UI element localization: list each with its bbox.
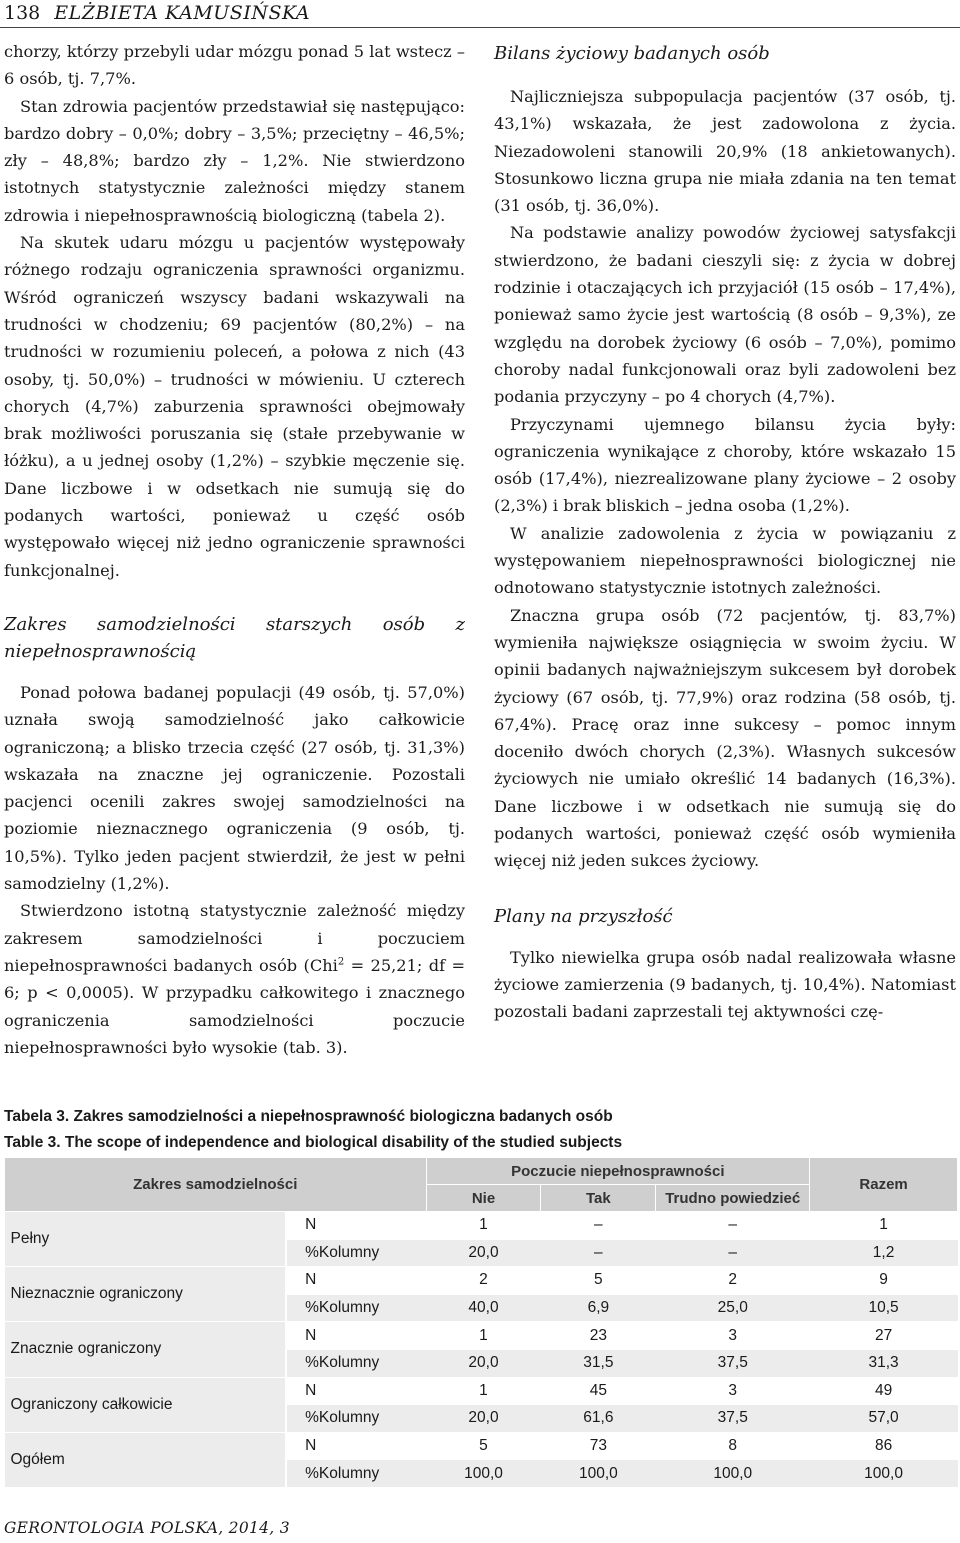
- row-label: Ograniczony całkowicie: [5, 1377, 287, 1432]
- journal-footer: GERONTOLOGIA POLSKA, 2014, 3: [4, 1519, 290, 1537]
- cell: 61,6: [541, 1405, 656, 1433]
- running-header: [4, 2, 310, 26]
- paragraph-part: Stwierdzono istotną statystycznie zależność między zakresem samodzielności i poczuciem niepełnosprawności badanych osób (Chi: [4, 901, 465, 975]
- cell: 86: [810, 1432, 958, 1460]
- cell: 100,0: [810, 1460, 958, 1488]
- cell: 5: [426, 1432, 541, 1460]
- measure-type: %Kolumny: [286, 1239, 426, 1267]
- cell: 100,0: [426, 1460, 541, 1488]
- cell: 1: [426, 1322, 541, 1350]
- measure-type: %Kolumny: [286, 1405, 426, 1433]
- cell: 57,0: [810, 1405, 958, 1433]
- cell: 10,5: [810, 1294, 958, 1322]
- paragraph: [4, 897, 465, 1061]
- cell: 31,5: [541, 1349, 656, 1377]
- paragraph: W analizie zadowolenia z życia w powiązaniu z występowaniem niepełnosprawności biologicznej nie odnotowano statystycznie istotnych zależności.: [494, 523, 956, 598]
- table-captions: [4, 1104, 622, 1156]
- measure-type: N: [286, 1212, 426, 1240]
- row-label: Pełny: [5, 1212, 287, 1267]
- cell: 100,0: [656, 1460, 810, 1488]
- cell: 1: [426, 1212, 541, 1240]
- measure-type: %Kolumny: [286, 1294, 426, 1322]
- page-number: 138: [4, 2, 41, 24]
- superscript: 2: [337, 956, 345, 968]
- cell: 20,0: [426, 1239, 541, 1267]
- paragraph: Stan zdrowia pacjentów przedstawiał się następująco: bardzo dobry – 0,0%; dobry – 3,5%; przeciętny – 46,5%; zły – 48,8%; bardzo zły – 1,2%. Nie stwierdzono istotnych statystycznie zależności między stanem zdrowia i niepełnosprawnością biologiczną (tabela 2).: [4, 96, 465, 225]
- paragraph: Ponad połowa badanej populacji (49 osób, tj. 57,0%) uznała swoją samodzielność jako całkowicie ograniczoną; a blisko trzecia część (27 osób, tj. 31,3%) wskazała na znaczne jej ograniczenie. Pozostali pacjenci ocenili zakres swojej samodzielności na poziomie nieznacznego ograniczenia (9 osób, tj. 10,5%). Tylko jeden pacjent stwierdził, że jest w pełni samodzielny (1,2%).: [4, 682, 465, 894]
- table-caption-pl: Tabela 3. Zakres samodzielności a niepełnosprawność biologiczna badanych osób: [4, 1108, 613, 1125]
- measure-type: N: [286, 1377, 426, 1405]
- header-group: Poczucie niepełnosprawności: [426, 1158, 810, 1185]
- header-rule: [0, 27, 960, 28]
- section-heading: Plany na przyszłość: [494, 905, 673, 927]
- cell: 2: [656, 1267, 810, 1295]
- measure-type: N: [286, 1432, 426, 1460]
- cell: 31,3: [810, 1349, 958, 1377]
- left-column: [4, 38, 465, 1061]
- cell: 6,9: [541, 1294, 656, 1322]
- cell: 45: [541, 1377, 656, 1405]
- section-heading: Zakres samodzielności starszych osób z niepełnosprawnością: [4, 613, 465, 662]
- paragraph: Na skutek udaru mózgu u pacjentów występowały różnego rodzaju ograniczenia sprawności organizmu. Wśród ograniczeń wszyscy badani wskazywali na trudności w chodzeniu; 69 pacjentów (80,2%) – na trudności w rozumieniu poleceń, a połowa z nich (43 osoby, tj. 50,0%) – trudności w mówieniu. U czterech chorych (4,7%) zaburzenia sprawności obejmowały brak możliwości poruszania się (stałe przebywanie w łóżku), a u jednej osoby (1,2%) – szybkie męczenie się. Dane liczbowe i w odsetkach nie sumują się do podanych wartości, ponieważ u część osób występowało więcej niż jedno ograniczenie sprawności funkcjonalnej.: [4, 233, 465, 580]
- cell: –: [541, 1239, 656, 1267]
- section-heading: Bilans życiowy badanych osób: [494, 43, 770, 64]
- cell: 73: [541, 1432, 656, 1460]
- table-row: [5, 1267, 958, 1295]
- cell: –: [541, 1212, 656, 1240]
- measure-type: %Kolumny: [286, 1460, 426, 1488]
- paragraph: Tylko niewielka grupa osób nadal realizowała własne życiowe zamierzenia (9 badanych, tj. 10,4%). Natomiast pozostali badani zaprzestali tej aktywności czę-: [494, 947, 956, 1022]
- table-row: [5, 1212, 958, 1240]
- cell: 49: [810, 1377, 958, 1405]
- cell: 3: [656, 1377, 810, 1405]
- cell: –: [656, 1239, 810, 1267]
- paragraph: Znaczna grupa osób (72 pacjentów, tj. 83,7%) wymieniła największe osiągnięcia w swoim życiu. W opinii badanych najważniejszym sukcesem był dorobek życiowy (67 osób, tj. 77,9%) oraz rodzina (58 osób, tj. 67,4%). Pracę oraz inne sukcesy – pomoc innym doceniło dwóch chorych (2,3%). Własnych sukcesów życiowych nie umiało określić 14 badanych (16,3%). Dane liczbowe i w odsetkach nie sumują się do podanych wartości, ponieważ część osób wymieniła więcej niż jeden sukces życiowy.: [494, 605, 956, 871]
- row-label: Nieznacznie ograniczony: [5, 1267, 287, 1322]
- cell: 20,0: [426, 1349, 541, 1377]
- paragraph: Na podstawie analizy powodów życiowej satysfakcji stwierdzono, że badani cieszyli się: z życia w dobrej rodzinie i otaczających ich przyjaciół (15 osób – 17,4%), ponieważ samo życie jest wartością (8 osób – 9,3%), ze względu na dorobek życiowy (6 osób – 7,0%), pomimo choroby nadal funkcjonowali oraz byli zadowoleni bez podania przyczyny – po 4 chorych (4,7%).: [494, 223, 956, 407]
- measure-type: N: [286, 1267, 426, 1295]
- cell: 100,0: [541, 1460, 656, 1488]
- paragraph: Przyczynami ujemnego bilansu życia były: ograniczenia wynikające z choroby, które wskazało 15 osób (17,4%), niezrealizowane plany życiowe – 2 osoby (2,3%) i brak bliskich – jedna osoba (1,2%).: [494, 414, 956, 516]
- cell: 23: [541, 1322, 656, 1350]
- cell: 8: [656, 1432, 810, 1460]
- subheader: Trudno powiedzieć: [656, 1185, 810, 1212]
- row-label: Znacznie ograniczony: [5, 1322, 287, 1377]
- subheader: Tak: [541, 1185, 656, 1212]
- table-row: [5, 1377, 958, 1405]
- cell: 2: [426, 1267, 541, 1295]
- paragraph: Najliczniejsza subpopulacja pacjentów (37 osób, tj. 43,1%) wskazała, że jest zadowolona z życia. Niezadowoleni stanowili 20,9% (18 ankietowanych). Stosunkowo liczna grupa nie miała zdania na ten temat (31 osób, tj. 36,0%).: [494, 87, 956, 216]
- cell: 40,0: [426, 1294, 541, 1322]
- measure-type: %Kolumny: [286, 1349, 426, 1377]
- header-total: Razem: [810, 1158, 958, 1212]
- data-table: [4, 1157, 958, 1488]
- table-caption-en: Table 3. The scope of independence and biological disability of the studied subjects: [4, 1134, 623, 1151]
- cell: 25,0: [656, 1294, 810, 1322]
- paragraph-part: = 25,21; df = 6; p < 0,0005). W przypadku całkowitego i znacznego ograniczenia samodzielności poczucie niepełnosprawności było wysokie (tab. 3).: [4, 955, 466, 1057]
- row-label: Ogółem: [5, 1432, 287, 1487]
- cell: –: [656, 1212, 810, 1240]
- running-author: ELŻBIETA KAMUSIŃSKA: [54, 2, 311, 24]
- cell: 37,5: [656, 1405, 810, 1433]
- subheader: Nie: [426, 1185, 541, 1212]
- cell: 1: [810, 1212, 958, 1240]
- cell: 3: [656, 1322, 810, 1350]
- right-column: [494, 40, 956, 1026]
- cell: 1: [426, 1377, 541, 1405]
- table-row: [5, 1322, 958, 1350]
- cell: 1,2: [810, 1239, 958, 1267]
- cell: 27: [810, 1322, 958, 1350]
- cell: 37,5: [656, 1349, 810, 1377]
- cell: 5: [541, 1267, 656, 1295]
- measure-type: N: [286, 1322, 426, 1350]
- cell: 9: [810, 1267, 958, 1295]
- paragraph: chorzy, którzy przebyli udar mózgu ponad 5 lat wstecz – 6 osób, tj. 7,7%.: [4, 42, 465, 89]
- table-row: [5, 1432, 958, 1460]
- header-scope: Zakres samodzielności: [5, 1158, 427, 1212]
- cell: 20,0: [426, 1405, 541, 1433]
